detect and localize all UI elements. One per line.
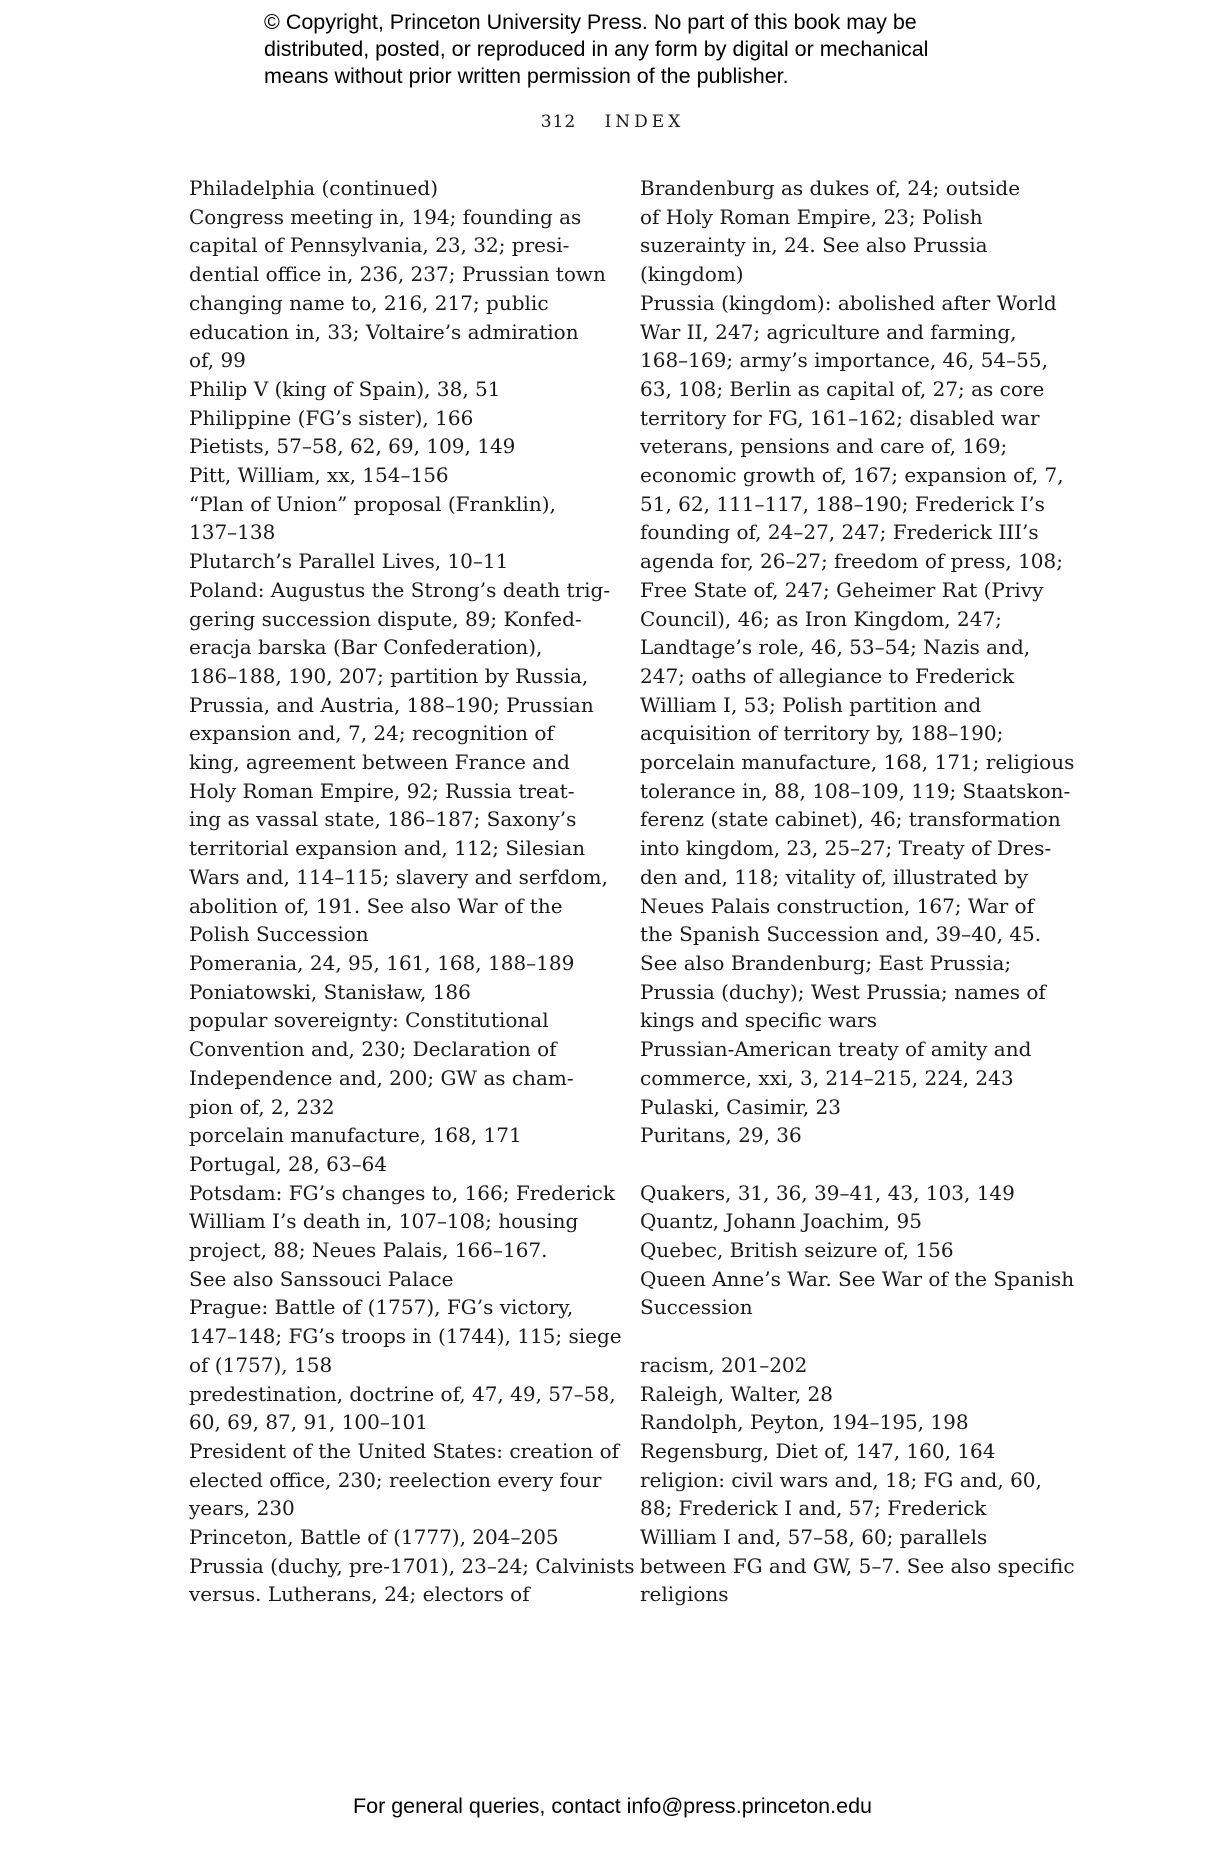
index-entry-line: religion: civil wars and, 18; FG and, 60, <box>640 1467 1042 1492</box>
index-entry <box>189 1006 604 1121</box>
index-entry <box>640 1035 1060 1092</box>
index-entry <box>189 404 604 433</box>
index-entry-line: den and, 118; vitality of, illustrated by <box>640 864 1029 889</box>
index-entry-line: Prussian-American treaty of amity and <box>640 1037 1032 1062</box>
index-entry-line: Congress meeting in, 194; founding as <box>189 204 582 229</box>
index-entry <box>189 174 604 203</box>
index-entry <box>640 1351 1060 1380</box>
index-entry-line: project, 88; Neues Palais, 166–167. <box>189 1238 548 1263</box>
copyright-line: means without prior written permission of the publisher. <box>264 64 789 88</box>
index-entry-line: Council), 46; as Iron Kingdom, 247; <box>640 606 1002 631</box>
letter-group-gap <box>640 1150 1060 1179</box>
index-entry-line: 88; Frederick I and, 57; Frederick <box>640 1496 987 1521</box>
index-entry-line: 247; oaths of allegiance to Frederick <box>640 663 1015 688</box>
index-entry-line: Quakers, 31, 36, 39–41, 43, 103, 149 <box>640 1180 1015 1205</box>
page-number: 312 <box>540 112 577 132</box>
index-entry <box>189 1179 616 1294</box>
index-entry <box>189 547 604 576</box>
index-entry-line: pion of, 2, 232 <box>189 1094 335 1119</box>
index-entry-line: Prussia (kingdom): abolished after World <box>640 290 1057 315</box>
index-entry-line: Pulaski, Casimir, 23 <box>640 1094 841 1119</box>
index-entry-line: Succession <box>640 1295 753 1320</box>
index-entry <box>640 1236 1060 1265</box>
index-entry-line: 168–169; army’s importance, 46, 54–55, <box>640 348 1048 373</box>
index-entry-line: versus. Lutherans, 24; electors of <box>189 1582 530 1607</box>
index-entry <box>640 1179 1060 1208</box>
index-entry-line: Prussia, and Austria, 188–190; Prussian <box>189 692 594 717</box>
index-entry-line: Prague: Battle of (1757), FG’s victory, <box>189 1295 574 1320</box>
index-entry <box>189 461 604 490</box>
index-entry-line: Philip V (king of Spain), 38, 51 <box>189 376 501 401</box>
index-entry-line: Regensburg, Diet of, 147, 160, 164 <box>640 1438 996 1463</box>
copyright-line: © Copyright, Princeton University Press. No part of this book may be <box>264 10 917 34</box>
index-entry-line: William I and, 57–58, 60; parallels <box>640 1525 988 1550</box>
index-entry-line: founding of, 24–27, 247; Frederick III’s <box>640 520 1039 545</box>
index-entry <box>189 1293 622 1379</box>
index-entry-line: changing name to, 216, 217; public <box>189 290 549 315</box>
copyright-notice <box>264 9 1024 90</box>
index-entry-line: of (1757), 158 <box>189 1352 333 1377</box>
section-title: INDEX <box>604 112 685 132</box>
index-entry-line: of Holy Roman Empire, 23; Polish <box>640 204 983 229</box>
index-entry-line: the Spanish Succession and, 39–40, 45. <box>640 922 1042 947</box>
index-entry-line: Quebec, British seizure of, 156 <box>640 1238 954 1262</box>
index-entry-line: agenda for, 26–27; freedom of press, 108; <box>640 549 1063 574</box>
copyright-line: distributed, posted, or reproduced in any form by digital or mechanical <box>264 37 929 61</box>
index-entry-line: Free State of, 247; Geheimer Rat (Privy <box>640 577 1044 602</box>
index-entry <box>189 1380 616 1437</box>
index-entry-line: elected office, 230; reelection every four <box>189 1467 602 1492</box>
index-entry <box>189 1523 604 1552</box>
index-entry <box>189 1552 635 1609</box>
index-entry <box>640 1093 1060 1122</box>
index-entry-line: dential office in, 236, 237; Prussian town <box>189 262 606 287</box>
index-entry-line: Randolph, Peyton, 194–195, 198 <box>640 1410 969 1435</box>
index-column-right <box>640 174 1075 1609</box>
index-entry-line: 147–148; FG’s troops in (1744), 115; siege <box>189 1324 622 1349</box>
index-entry-line: President of the United States: creation of <box>189 1438 620 1463</box>
index-entry <box>640 1466 1075 1610</box>
index-entry <box>189 949 604 978</box>
index-entry-line: capital of Pennsylvania, 23, 32; presi- <box>189 233 570 258</box>
index-entry-line: territorial expansion and, 112; Silesian <box>189 836 586 861</box>
index-entry <box>189 1150 604 1179</box>
index-entry <box>640 174 1060 289</box>
index-entry-line: Neues Palais construction, 167; War of <box>640 893 1035 918</box>
index-entry-line: Philadelphia (continued) <box>189 176 439 200</box>
index-entry <box>189 432 604 461</box>
index-entry-line: Quantz, Johann Joachim, 95 <box>640 1209 922 1234</box>
index-entry-line: Poland: Augustus the Strong’s death trig- <box>189 577 611 602</box>
index-entry <box>189 1121 604 1150</box>
index-entry-line: “Plan of Union” proposal (Franklin), <box>189 491 556 516</box>
index-entry <box>189 203 604 375</box>
index-entry-line: abolition of, 191. See also War of the <box>189 893 563 918</box>
index-entry <box>640 289 1075 1035</box>
index-entry <box>640 1121 1060 1150</box>
index-entry <box>640 1265 1075 1322</box>
index-entry-line: years, 230 <box>189 1496 295 1521</box>
index-entry-line: porcelain manufacture, 168, 171 <box>189 1123 522 1148</box>
index-entry-line: Wars and, 114–115; slavery and serfdom, <box>189 864 608 889</box>
index-entry-line: Prussia (duchy, pre-1701), 23–24; Calvinists <box>189 1553 635 1578</box>
index-entry-line: 63, 108; Berlin as capital of, 27; as core <box>640 376 1045 401</box>
index-entry-line: Brandenburg as dukes of, 24; outside <box>640 176 1021 200</box>
index-entry-line: racism, 201–202 <box>640 1352 808 1377</box>
index-entry-line: suzerainty in, 24. See also Prussia <box>640 233 988 258</box>
index-entry <box>189 375 604 404</box>
index-entry-line: Convention and, 230; Declaration of <box>189 1037 557 1062</box>
index-entry-line: Puritans, 29, 36 <box>640 1123 802 1148</box>
index-entry-line: Philippine (FG’s sister), 166 <box>189 405 474 430</box>
index-entry-line: king, agreement between France and <box>189 750 570 775</box>
index-entry-line: acquisition of territory by, 188–190; <box>640 721 1004 746</box>
index-entry <box>640 1437 1060 1466</box>
index-entry-line: Landtage’s role, 46, 53–54; Nazis and, <box>640 635 1031 660</box>
index-entry-line: See also Sanssouci Palace <box>189 1266 454 1291</box>
index-entry-line: ferenz (state cabinet), 46; transformation <box>640 807 1061 832</box>
index-entry-line: Raleigh, Walter, 28 <box>640 1381 834 1406</box>
index-entry-line: See also Brandenburg; East Prussia; <box>640 950 1012 975</box>
index-entry-line: Holy Roman Empire, 92; Russia treat- <box>189 778 575 803</box>
index-entry-line: kings and specific wars <box>640 1008 878 1033</box>
index-entry-line: economic growth of, 167; expansion of, 7, <box>640 463 1064 488</box>
index-entry-line: Polish Succession <box>189 922 369 947</box>
index-entry-line: Pietists, 57–58, 62, 69, 109, 149 <box>189 434 516 459</box>
index-entry-line: Independence and, 200; GW as cham- <box>189 1065 574 1090</box>
index-entry <box>189 490 604 547</box>
index-entry-line: Potsdam: FG’s changes to, 166; Frederick <box>189 1180 616 1205</box>
index-entry-line: Plutarch’s Parallel Lives, 10–11 <box>189 549 509 574</box>
index-entry-line: 186–188, 190, 207; partition by Russia, <box>189 663 589 688</box>
index-entry <box>189 576 611 949</box>
letter-group-gap <box>640 1322 1060 1351</box>
footer-contact: For general queries, contact info@press.princeton.edu <box>352 1794 872 1818</box>
index-entry-line: William I’s death in, 107–108; housing <box>189 1209 579 1234</box>
index-entry-line: commerce, xxi, 3, 214–215, 224, 243 <box>640 1065 1014 1090</box>
index-entry-line: of, 99 <box>189 348 246 373</box>
index-entry-line: gering succession dispute, 89; Konfed- <box>189 606 582 631</box>
index-entry-line: porcelain manufacture, 168, 171; religious <box>640 750 1075 775</box>
index-entry-line: eracja barska (Bar Confederation), <box>189 635 543 660</box>
index-entry-line: Pitt, William, xx, 154–156 <box>189 463 449 488</box>
index-entry-line: predestination, doctrine of, 47, 49, 57–58, <box>189 1381 616 1406</box>
index-entry-line: popular sovereignty: Constitutional <box>189 1008 549 1033</box>
index-entry-line: Queen Anne’s War. See War of the Spanish <box>640 1266 1075 1291</box>
index-entry <box>640 1408 1060 1437</box>
index-entry-line: (kingdom) <box>640 262 744 287</box>
index-entry-line: between FG and GW, 5–7. See also specific <box>640 1553 1075 1578</box>
index-entry-line: Princeton, Battle of (1777), 204–205 <box>189 1525 559 1550</box>
index-entry-line: ing as vassal state, 186–187; Saxony’s <box>189 807 577 832</box>
index-entry-line: Poniatowski, Stanisław, 186 <box>189 979 471 1004</box>
index-column-left <box>189 174 635 1609</box>
index-entry-line: territory for FG, 161–162; disabled war <box>640 405 1040 430</box>
index-entry-line: War II, 247; agriculture and farming, <box>640 319 1017 344</box>
index-entry-line: expansion and, 7, 24; recognition of <box>189 721 554 746</box>
index-entry-line: veterans, pensions and care of, 169; <box>640 434 1008 459</box>
index-entry-line: religions <box>640 1582 729 1607</box>
index-entry-line: 137–138 <box>189 520 276 545</box>
index-entry-line: Portugal, 28, 63–64 <box>189 1151 388 1176</box>
index-entry-line: William I, 53; Polish partition and <box>640 692 982 717</box>
index-entry-line: education in, 33; Voltaire’s admiration <box>189 319 579 344</box>
index-entry-line: Pomerania, 24, 95, 161, 168, 188–189 <box>189 950 575 975</box>
index-entry <box>189 1437 620 1523</box>
index-entry-line: 51, 62, 111–117, 188–190; Frederick I’s <box>640 491 1045 516</box>
running-head <box>0 112 1225 132</box>
index-entry <box>189 978 604 1007</box>
index-entry-line: Prussia (duchy); West Prussia; names of <box>640 979 1046 1004</box>
index-entry <box>640 1380 1060 1409</box>
index-entry-line: tolerance in, 88, 108–109, 119; Staatskon- <box>640 778 1071 803</box>
index-entry-line: into kingdom, 23, 25–27; Treaty of Dres- <box>640 836 1052 861</box>
index-entry <box>640 1207 1060 1236</box>
index-entry-line: 60, 69, 87, 91, 100–101 <box>189 1410 429 1435</box>
